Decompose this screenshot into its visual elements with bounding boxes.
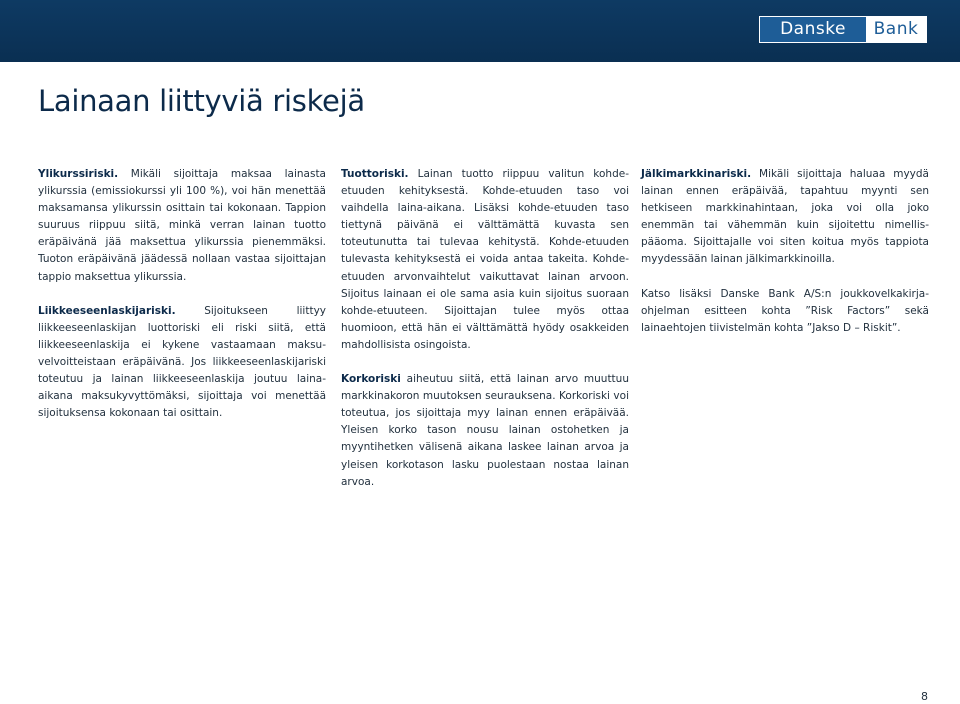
paragraph-issuer-risk (38, 303, 326, 423)
text-column-2 (341, 166, 629, 508)
paragraph-heading: Korkoriski (341, 373, 401, 386)
paragraph-secondary-market-risk (641, 166, 929, 269)
paragraph-see-also (641, 286, 929, 337)
paragraph-text: Sijoitukseen liittyy liikkeeseenlaskijan luottoriski eli riski siitä, että liikkeeseenlaskija ei kykene vastaamaan maksu-velvoitteistaan eräpäivänä. Jos liikkeeseenlaskijariski toteutuu ja lainan liikkeeseenlaskija joutuu laina-aikana maksukyvyttömäksi, sijoittaja voi menettää sijoituksensa kokonaan tai osittain. (38, 304, 326, 420)
text-column-1 (38, 166, 326, 439)
paragraph-heading: Tuottoriski. (341, 168, 409, 180)
paragraph-heading: Jälkimarkkinariski. (641, 168, 752, 180)
page-number: 8 (921, 690, 928, 703)
paragraph-text: Mikäli sijoittaja haluaa myydä lainan ennen eräpäivää, tapahtuu myynti sen hetkiseen markkinahintaan, joka voi olla joko enemmän tai vähemmän kuin sijoitettu nimellis-pääoma. Sijoittajalle voi siten koitua myös tappiota myydessään lainan jälkimarkkinoilla. (641, 168, 929, 266)
text-column-3 (641, 166, 929, 354)
danske-bank-logo[interactable] (759, 16, 927, 43)
paragraph-return-risk (341, 166, 629, 354)
logo-brand-left: Danske (760, 17, 866, 42)
paragraph-heading: Ylikurssiriski. (38, 168, 119, 180)
paragraph-interest-rate-risk (341, 371, 629, 491)
page-title: Lainaan liittyviä riskejä (38, 84, 365, 118)
header-band (0, 0, 960, 62)
paragraph-text: aiheutuu siitä, että lainan arvo muuttuu markkinakoron muutoksen seurauksena. Korkoriski voi toteutua, jos sijoittaja myy lainan ennen eräpäivää. Yleisen korko tason nousu lainan ostohetken ja myyntihetken välisenä aikana laskee lainan arvoa ja yleisen korkotason lasku puolestaan nostaa lainan arvoa. (341, 373, 629, 488)
paragraph-text: Katso lisäksi Danske Bank A/S:n joukkovelkakirja-ohjelman esitteen kohta ”Risk Factors” sekä lainaehtojen tiivistelmän kohta ”Jakso D – Riskit”. (641, 287, 929, 334)
logo-brand-right: Bank (866, 17, 926, 42)
paragraph-premium-risk (38, 166, 326, 286)
paragraph-text: Mikäli sijoittaja maksaa lainasta ylikurssia (emissiokurssi yli 100 %), voi hän menettää maksamansa ylikurssin osittain tai kokonaan. Tappion suuruus riippuu siitä, minkä verran lainan tuotto eräpäivänä jää maksettua ylikurssia pienemmäksi. Tuoton eräpäivänä jäädessä nollaan vastaa sijoittajan tappio maksettua ylikurssia. (38, 168, 326, 283)
paragraph-text: Lainan tuotto riippuu valitun kohde-etuuden kehityksestä. Kohde-etuuden taso voi vaihdella laina-aikana. Lisäksi kohde-etuuden taso tiettynä päivänä ei välttämättä kuvasta sen toteutunutta tai tulevaa kehitystä. Kohde-etuuden tulevasta kehityksestä ei voida antaa takeita. Kohde-etuuden arvonvaihtelut vaikuttavat lainan arvoon. Sijoitus lainaan ei ole sama asia kuin sijoitus suoraan kohde-etuuteen. Sijoittajan tulee myös ottaa huomioon, että hän ei välttämättä hyödy osakkeiden mahdollisista osingoista. (341, 168, 629, 351)
paragraph-heading: Liikkeeseenlaskijariski. (38, 304, 176, 317)
